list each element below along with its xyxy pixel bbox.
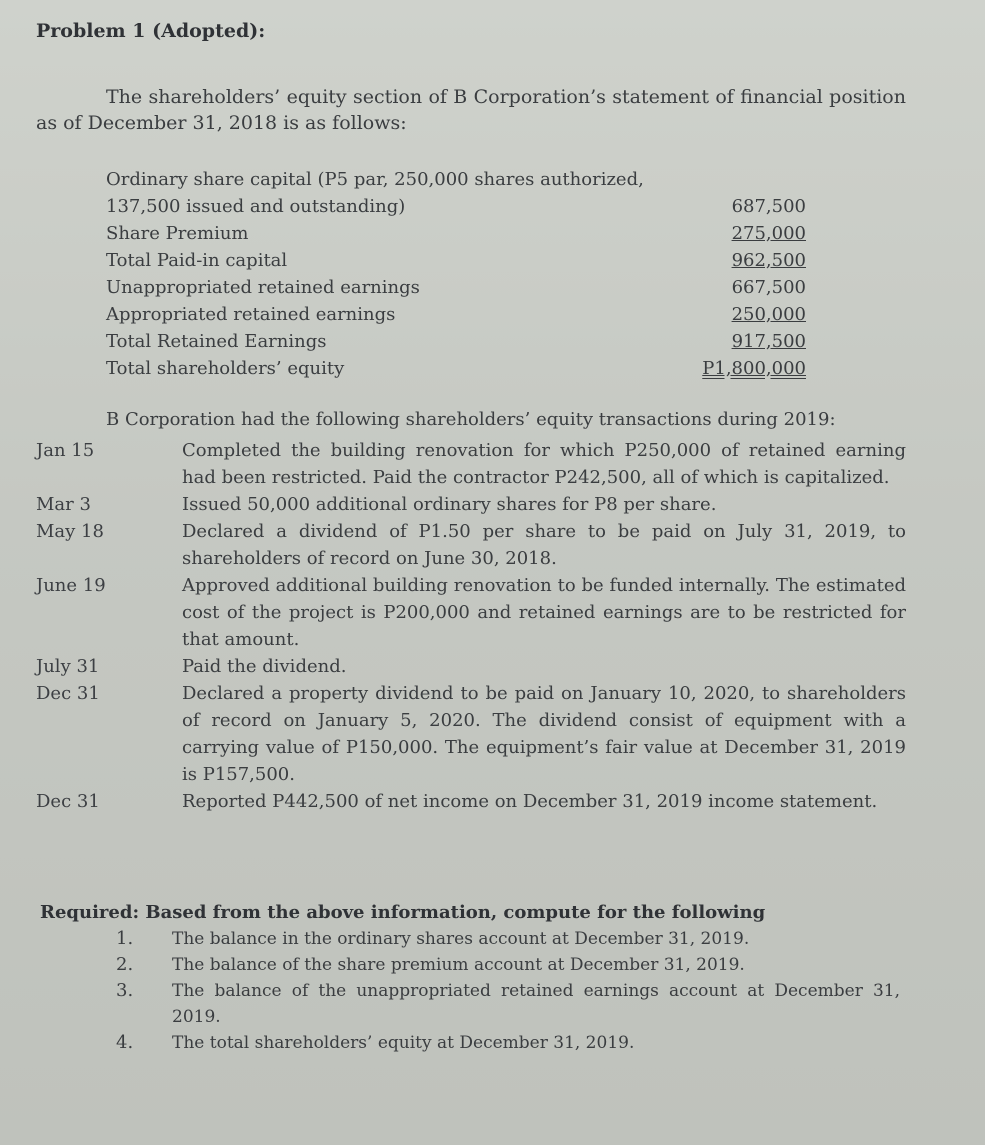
equity-amount: 250,000: [731, 304, 806, 325]
required-item-number: 4.: [116, 1032, 134, 1053]
transaction-item: [36, 518, 906, 572]
equity-row: [106, 355, 816, 382]
transactions-list: [36, 437, 906, 815]
transaction-date: May 18: [36, 521, 104, 542]
equity-section: [106, 166, 816, 382]
transaction-text: Approved additional building renovation to be funded internally. The estimated cost of the project is P200,000 and retained earnings are to be restricted for that amount.: [182, 575, 906, 650]
equity-row: [106, 274, 816, 301]
equity-heading-line: Ordinary share capital (P5 par, 250,000 shares authorized,: [106, 169, 644, 190]
transaction-item: [36, 572, 906, 653]
transaction-date: June 19: [36, 575, 106, 596]
equity-row: [106, 247, 816, 274]
required-section: [40, 900, 900, 1056]
required-item-text: The balance in the ordinary shares account at December 31, 2019.: [172, 929, 750, 949]
transaction-item: [36, 491, 906, 518]
transaction-date: Dec 31: [36, 791, 100, 812]
transaction-item: [36, 437, 906, 491]
equity-label: Total Paid-in capital: [106, 250, 288, 271]
equity-amount: 687,500: [731, 196, 806, 217]
transaction-text: Declared a property dividend to be paid on January 10, 2020, to shareholders of record on January 5, 2020. The dividend consist of equipment with a carrying value of P150,000. The equipment’s fair value at December 31, 2019 is P157,500.: [182, 683, 906, 785]
required-item: [40, 926, 900, 952]
transaction-text: Completed the building renovation for which P250,000 of retained earning had been restricted. Paid the contractor P242,500, all of which is capitalized.: [182, 440, 906, 488]
equity-label: 137,500 issued and outstanding): [106, 196, 406, 217]
required-item-number: 1.: [116, 928, 134, 949]
required-item-text: The balance of the unappropriated retained earnings account at December 31, 2019.: [172, 981, 900, 1027]
equity-row: [106, 220, 816, 247]
transaction-date: July 31: [36, 656, 100, 677]
equity-row: [106, 166, 816, 193]
transaction-text: Reported P442,500 of net income on December 31, 2019 income statement.: [182, 791, 878, 812]
equity-amount: 962,500: [731, 250, 806, 271]
transaction-date: Dec 31: [36, 683, 100, 704]
equity-label: Appropriated retained earnings: [106, 304, 396, 325]
equity-row: [106, 301, 816, 328]
equity-amount: 667,500: [731, 277, 806, 298]
required-heading: Required: Based from the above information, compute for the following: [40, 902, 766, 923]
equity-amount: 917,500: [731, 331, 806, 352]
required-item-number: 3.: [116, 980, 134, 1001]
transaction-text: Paid the dividend.: [182, 656, 347, 677]
transaction-date: Mar 3: [36, 494, 91, 515]
problem-title: Problem 1 (Adopted):: [36, 20, 266, 42]
transaction-date: Jan 15: [36, 440, 95, 461]
transaction-text: Declared a dividend of P1.50 per share to be paid on July 31, 2019, to shareholders of record on June 30, 2018.: [182, 521, 906, 569]
equity-label: Unappropriated retained earnings: [106, 277, 420, 298]
required-item: [40, 952, 900, 978]
required-item-number: 2.: [116, 954, 134, 975]
intro-paragraph: The shareholders’ equity section of B Corporation’s statement of financial position as of December 31, 2018 is as follows:: [36, 86, 906, 134]
transaction-item: [36, 680, 906, 788]
required-item: [40, 978, 900, 1030]
transactions-intro: B Corporation had the following shareholders’ equity transactions during 2019:: [106, 409, 836, 430]
required-item: [40, 1030, 900, 1056]
required-item-text: The total shareholders’ equity at December 31, 2019.: [172, 1033, 635, 1053]
equity-row: [106, 193, 816, 220]
equity-amount: 275,000: [731, 223, 806, 244]
equity-label: Share Premium: [106, 223, 249, 244]
equity-label: Total shareholders’ equity: [106, 358, 345, 379]
transaction-text: Issued 50,000 additional ordinary shares for P8 per share.: [182, 494, 717, 515]
transaction-item: [36, 653, 906, 680]
equity-total-amount: P1,800,000: [702, 358, 806, 379]
required-item-text: The balance of the share premium account at December 31, 2019.: [172, 955, 745, 975]
transaction-item: [36, 788, 906, 815]
equity-row: [106, 328, 816, 355]
equity-label: Total Retained Earnings: [106, 331, 327, 352]
